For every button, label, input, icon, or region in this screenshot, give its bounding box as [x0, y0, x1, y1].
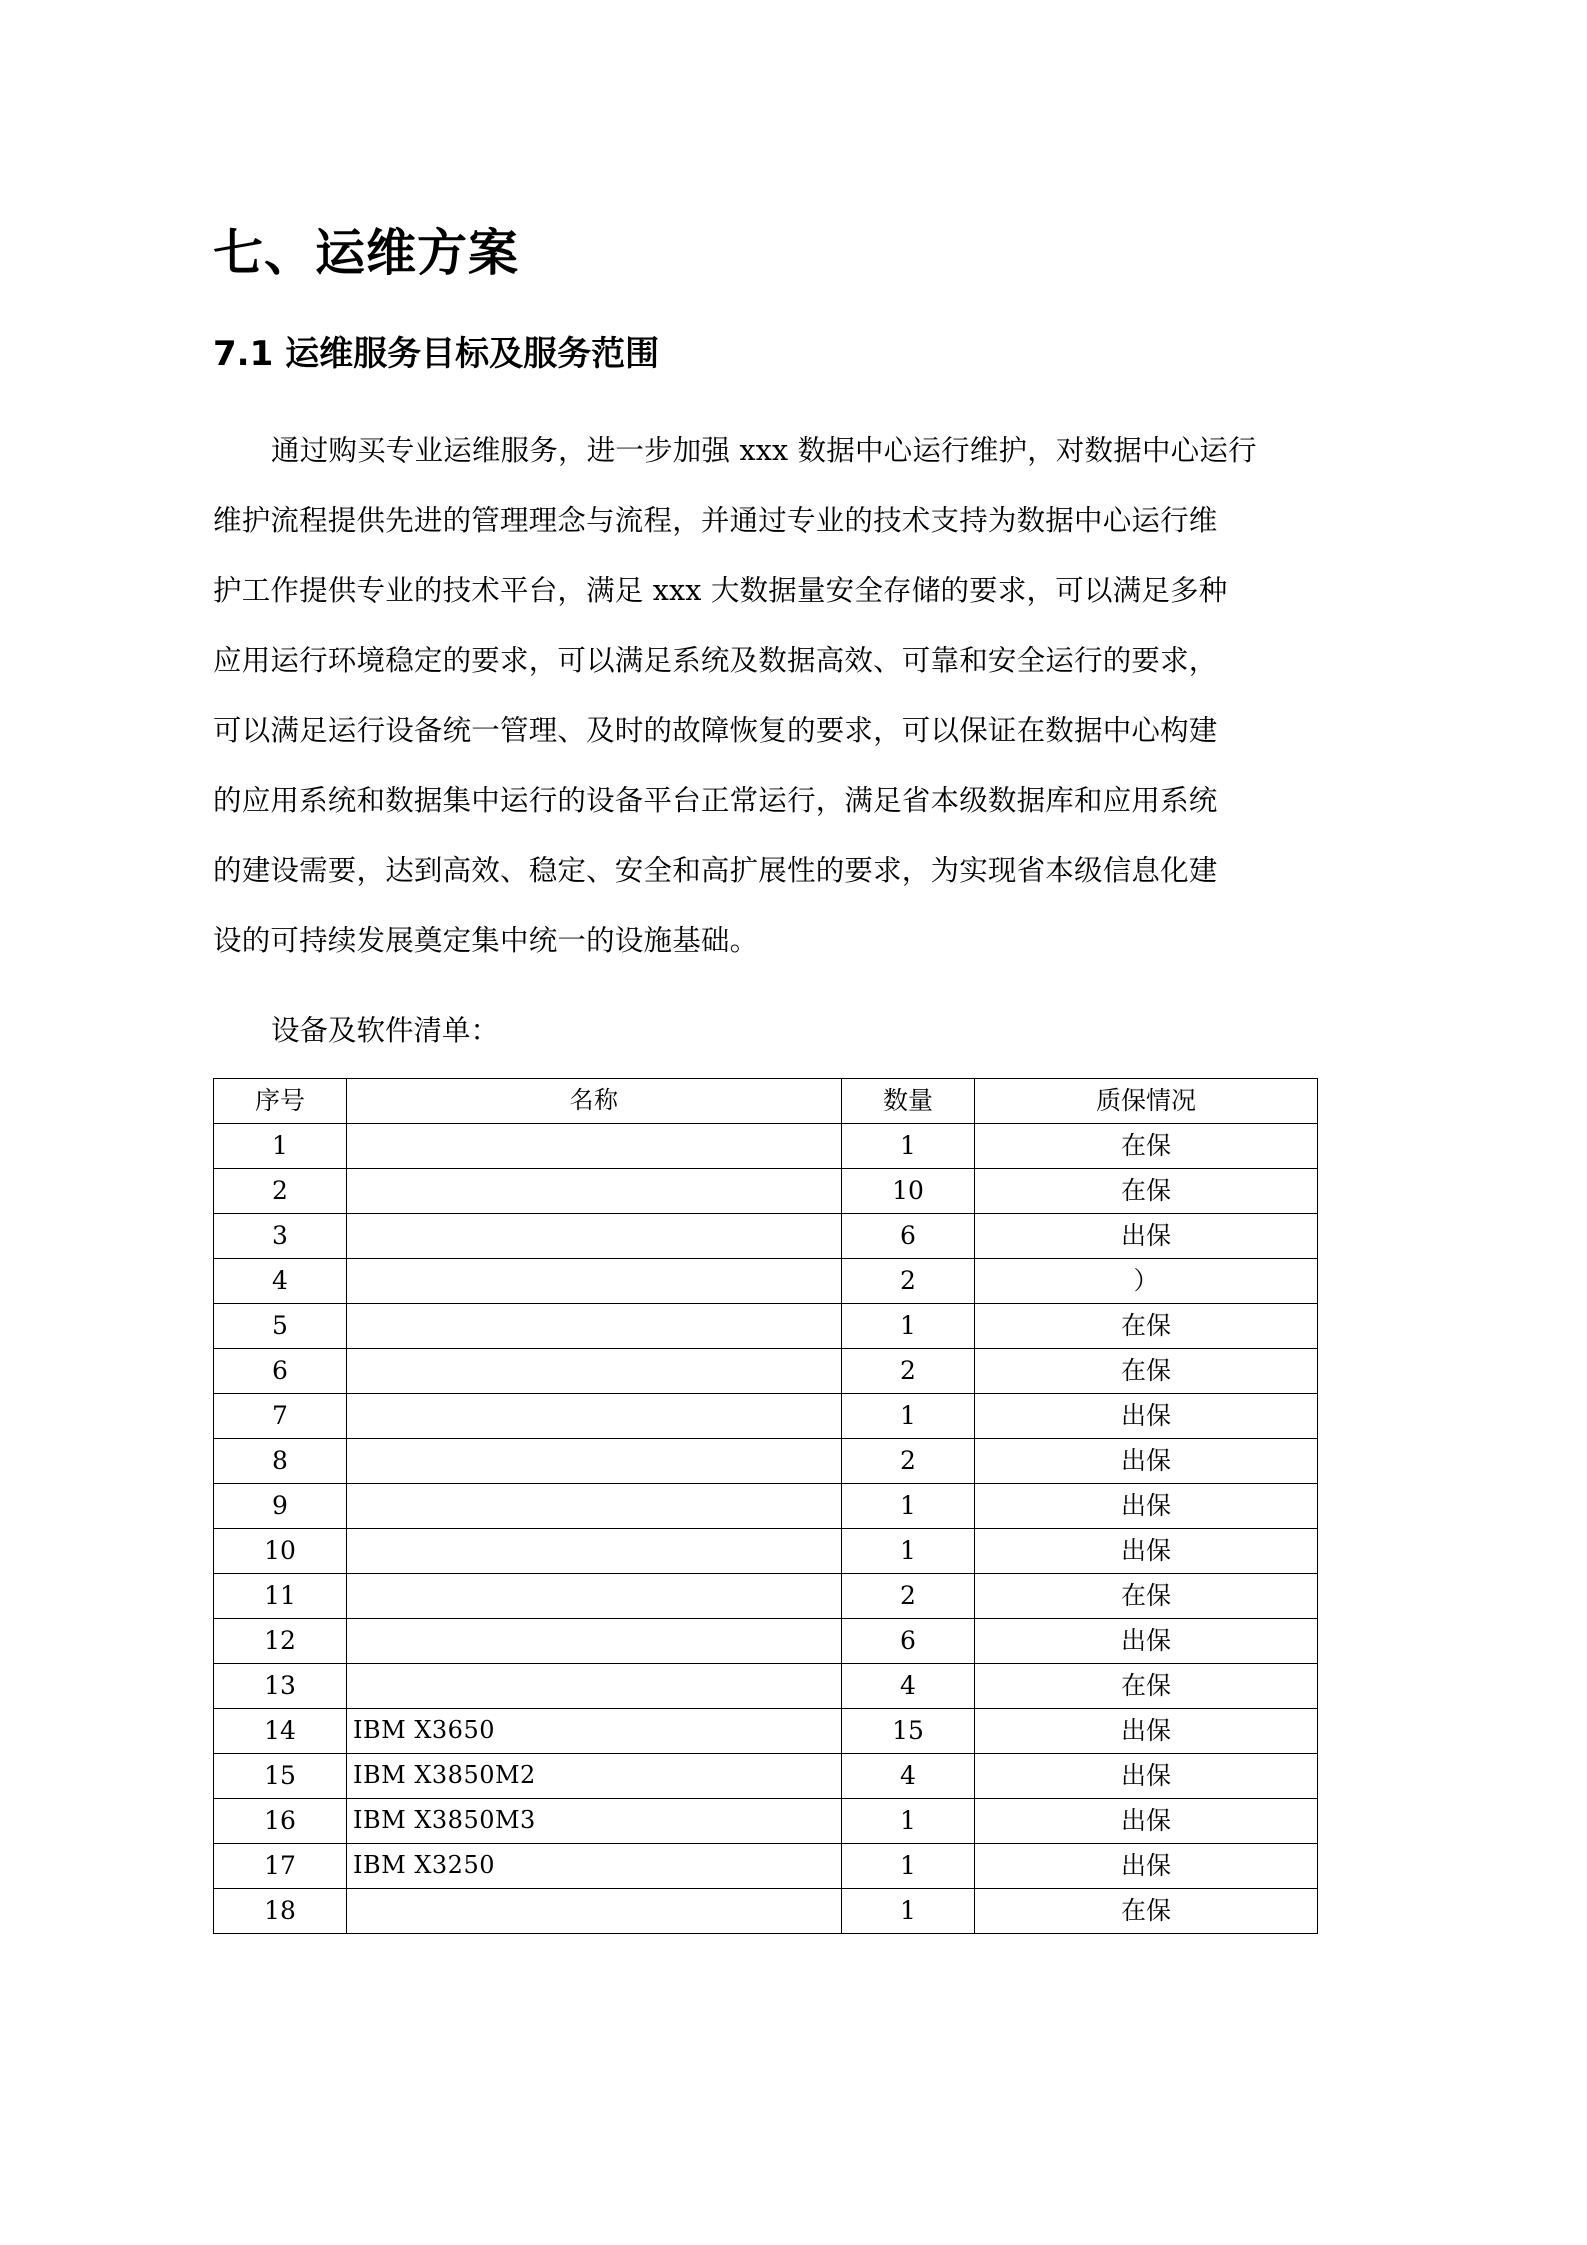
- cell-name: IBM X3250: [347, 1843, 842, 1888]
- cell-quantity: 6: [842, 1213, 975, 1258]
- cell-index: 7: [214, 1393, 347, 1438]
- page-title: 七、运维方案: [213, 224, 519, 282]
- paragraph-line: 护工作提供专业的技术平台，满足 xxx 大数据量安全存储的要求，可以满足多种: [213, 573, 1228, 607]
- equipment-table: [213, 1078, 1318, 1934]
- cell-index: 9: [214, 1483, 347, 1528]
- cell-warranty: 在保: [975, 1663, 1318, 1708]
- cell-warranty: 出保: [975, 1393, 1318, 1438]
- cell-index: 10: [214, 1528, 347, 1573]
- cell-index: 4: [214, 1258, 347, 1303]
- cell-name: [347, 1168, 842, 1213]
- cell-quantity: 6: [842, 1618, 975, 1663]
- body-paragraph: [213, 376, 1373, 976]
- table-row: [214, 1348, 1318, 1393]
- cell-name: [347, 1528, 842, 1573]
- table-row: [214, 1213, 1318, 1258]
- cell-index: 18: [214, 1888, 347, 1933]
- cell-warranty: 出保: [975, 1798, 1318, 1843]
- table-row: [214, 1798, 1318, 1843]
- cell-warranty: 在保: [975, 1168, 1318, 1213]
- cell-name: [347, 1348, 842, 1393]
- document-content: [213, 0, 1373, 1934]
- cell-quantity: 1: [842, 1528, 975, 1573]
- equipment-table-wrapper: [213, 1064, 1373, 1934]
- table-row: [214, 1528, 1318, 1573]
- cell-warranty: 出保: [975, 1528, 1318, 1573]
- cell-name: [347, 1393, 842, 1438]
- cell-name: IBM X3650: [347, 1708, 842, 1753]
- table-header-row: [214, 1078, 1318, 1123]
- cell-quantity: 2: [842, 1573, 975, 1618]
- cell-warranty: 在保: [975, 1348, 1318, 1393]
- cell-index: 8: [214, 1438, 347, 1483]
- table-row: [214, 1573, 1318, 1618]
- paragraph-line: 应用运行环境稳定的要求，可以满足系统及数据高效、可靠和安全运行的要求，: [213, 643, 1218, 677]
- table-row: [214, 1663, 1318, 1708]
- table-header: [214, 1078, 1318, 1123]
- cell-name: [347, 1213, 842, 1258]
- cell-warranty: 出保: [975, 1753, 1318, 1798]
- cell-quantity: 1: [842, 1843, 975, 1888]
- cell-name: [347, 1663, 842, 1708]
- table-body: [214, 1123, 1318, 1933]
- table-row: [214, 1258, 1318, 1303]
- cell-index: 15: [214, 1753, 347, 1798]
- cell-warranty: 出保: [975, 1618, 1318, 1663]
- section-heading: 7.1 运维服务目标及服务范围: [213, 333, 660, 374]
- cell-index: 17: [214, 1843, 347, 1888]
- cell-quantity: 10: [842, 1168, 975, 1213]
- cell-quantity: 1: [842, 1393, 975, 1438]
- cell-name: [347, 1483, 842, 1528]
- cell-warranty: 出保: [975, 1843, 1318, 1888]
- table-row: [214, 1753, 1318, 1798]
- cell-index: 1: [214, 1123, 347, 1168]
- cell-warranty: 在保: [975, 1888, 1318, 1933]
- cell-name: [347, 1618, 842, 1663]
- column-header-name: 名称: [347, 1078, 842, 1123]
- paragraph-line: 的建设需要，达到高效、稳定、安全和高扩展性的要求，为实现省本级信息化建: [213, 853, 1218, 887]
- table-row: [214, 1708, 1318, 1753]
- column-header-warranty: 质保情况: [975, 1078, 1318, 1123]
- cell-quantity: 15: [842, 1708, 975, 1753]
- column-header-quantity: 数量: [842, 1078, 975, 1123]
- cell-warranty: 在保: [975, 1303, 1318, 1348]
- cell-index: 11: [214, 1573, 347, 1618]
- table-row: [214, 1123, 1318, 1168]
- cell-quantity: 2: [842, 1438, 975, 1483]
- table-row: [214, 1843, 1318, 1888]
- table-row: [214, 1303, 1318, 1348]
- table-row: [214, 1438, 1318, 1483]
- table-row: [214, 1618, 1318, 1663]
- cell-name: [347, 1303, 842, 1348]
- cell-warranty: 出保: [975, 1708, 1318, 1753]
- paragraph-line: 可以满足运行设备统一管理、及时的故障恢复的要求，可以保证在数据中心构建: [213, 713, 1218, 747]
- cell-quantity: 4: [842, 1753, 975, 1798]
- table-row: [214, 1393, 1318, 1438]
- cell-name: [347, 1438, 842, 1483]
- cell-index: 16: [214, 1798, 347, 1843]
- cell-quantity: 1: [842, 1123, 975, 1168]
- cell-index: 5: [214, 1303, 347, 1348]
- cell-warranty: 出保: [975, 1483, 1318, 1528]
- table-row: [214, 1168, 1318, 1213]
- cell-index: 12: [214, 1618, 347, 1663]
- cell-index: 13: [214, 1663, 347, 1708]
- cell-warranty: 在保: [975, 1123, 1318, 1168]
- paragraph-line: 设的可持续发展奠定集中统一的设施基础。: [213, 923, 759, 957]
- cell-name: [347, 1888, 842, 1933]
- cell-quantity: 1: [842, 1483, 975, 1528]
- cell-quantity: 2: [842, 1258, 975, 1303]
- cell-warranty: 出保: [975, 1438, 1318, 1483]
- cell-quantity: 2: [842, 1348, 975, 1393]
- cell-warranty: 在保: [975, 1573, 1318, 1618]
- column-header-index: 序号: [214, 1078, 347, 1123]
- table-row: [214, 1483, 1318, 1528]
- cell-name: IBM X3850M3: [347, 1798, 842, 1843]
- cell-index: 3: [214, 1213, 347, 1258]
- cell-index: 2: [214, 1168, 347, 1213]
- cell-quantity: 1: [842, 1303, 975, 1348]
- paragraph-line: 的应用系统和数据集中运行的设备平台正常运行，满足省本级数据库和应用系统: [213, 783, 1218, 817]
- paragraph-line: 维护流程提供先进的管理理念与流程，并通过专业的技术支持为数据中心运行维: [213, 503, 1218, 537]
- cell-name: IBM X3850M2: [347, 1753, 842, 1798]
- equipment-list-intro: 设备及软件清单：: [271, 1013, 500, 1047]
- cell-name: [347, 1258, 842, 1303]
- cell-index: 6: [214, 1348, 347, 1393]
- cell-quantity: 1: [842, 1888, 975, 1933]
- paragraph-line: 通过购买专业运维服务，进一步加强 xxx 数据中心运行维护，对数据中心运行: [271, 433, 1257, 467]
- cell-warranty: ）: [975, 1258, 1318, 1303]
- cell-quantity: 4: [842, 1663, 975, 1708]
- cell-name: [347, 1123, 842, 1168]
- cell-name: [347, 1573, 842, 1618]
- cell-index: 14: [214, 1708, 347, 1753]
- cell-warranty: 出保: [975, 1213, 1318, 1258]
- table-row: [214, 1888, 1318, 1933]
- cell-quantity: 1: [842, 1798, 975, 1843]
